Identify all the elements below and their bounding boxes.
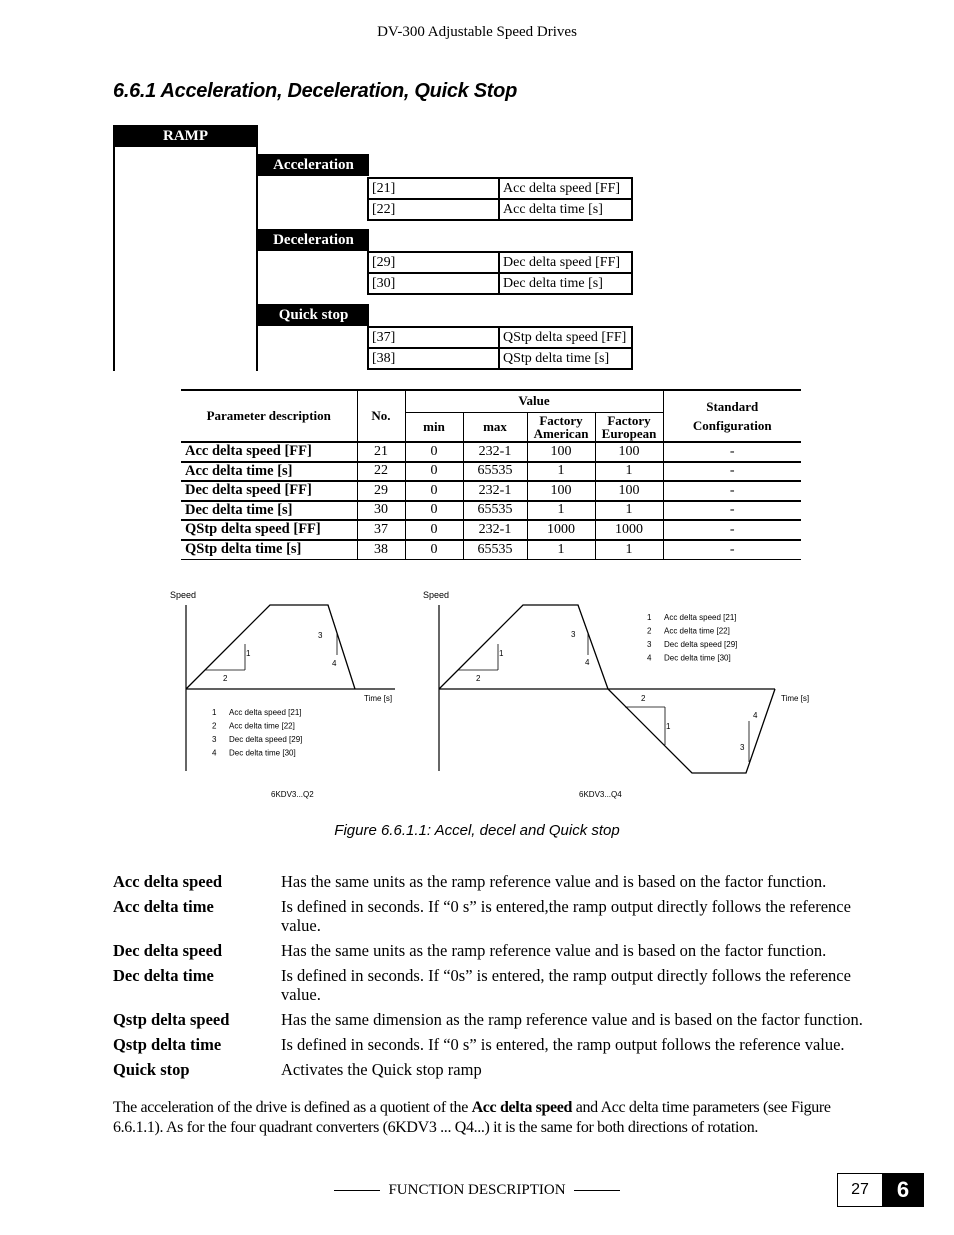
mark-3: 3 — [318, 631, 323, 640]
param-name: QStp delta time [s] — [499, 348, 632, 369]
table-cell-desc: Dec delta speed [FF] — [181, 481, 357, 501]
legend-text: Acc delta time [22] — [664, 626, 730, 636]
legend-text: Dec delta time [30] — [664, 653, 731, 663]
mark-4: 4 — [585, 658, 590, 667]
definition-description: Has the same units as the ramp reference value and is based on the factor function. — [281, 872, 827, 891]
body-paragraph — [113, 1098, 873, 1138]
table-cell-min: 0 — [405, 442, 463, 462]
legend-number: 1 — [212, 708, 217, 717]
table-cell-no: 30 — [357, 501, 405, 521]
table-row — [181, 481, 801, 501]
legend-number: 2 — [212, 721, 217, 731]
speed-time-diagrams — [165, 585, 825, 805]
deceleration-param-table — [367, 251, 633, 295]
definition-term: Acc delta time — [113, 897, 214, 916]
right-x-label: Time [s] — [781, 694, 810, 703]
legend-number: 2 — [647, 626, 652, 636]
mark-2: 2 — [476, 674, 481, 683]
definition-term: Qstp delta time — [113, 1035, 222, 1054]
table-cell-eu: 100 — [595, 481, 663, 501]
footer-rule-right — [574, 1190, 620, 1191]
table-cell-no: 22 — [357, 462, 405, 482]
parameter-table — [181, 389, 801, 560]
table-cell-am: 1 — [527, 501, 595, 521]
figure-caption: Figure 6.6.1.1: Accel, decel and Quick stop — [334, 822, 620, 839]
table-row — [181, 520, 801, 540]
definition-term: Quick stop — [113, 1060, 190, 1079]
definition-row — [113, 872, 883, 891]
table-cell-desc: QStp delta speed [FF] — [181, 520, 357, 540]
legend-text: Acc delta speed [21] — [229, 708, 302, 717]
definition-term: Dec delta time — [113, 966, 214, 985]
table-cell-min: 0 — [405, 462, 463, 482]
table-cell-desc: QStp delta time [s] — [181, 540, 357, 560]
menu-root-ramp: RAMP — [113, 125, 258, 147]
table-cell-no: 29 — [357, 481, 405, 501]
page-number: 27 — [837, 1173, 883, 1207]
table-cell-desc: Acc delta speed [FF] — [181, 442, 357, 462]
table-cell-no: 38 — [357, 540, 405, 560]
table-cell-max: 232-1 — [463, 481, 527, 501]
table-cell-am: 100 — [527, 442, 595, 462]
param-row — [368, 273, 632, 294]
table-cell-min: 0 — [405, 481, 463, 501]
menu-group-line — [256, 147, 258, 371]
table-cell-no: 21 — [357, 442, 405, 462]
param-row — [368, 348, 632, 369]
table-cell-max: 232-1 — [463, 520, 527, 540]
left-y-label: Speed — [170, 590, 197, 600]
left-speed-profile — [186, 605, 355, 689]
header-text: Standard — [706, 399, 759, 414]
header-text: European — [601, 425, 657, 441]
header-factory-european — [595, 412, 663, 442]
param-row — [368, 252, 632, 273]
param-name: Acc delta speed [FF] — [499, 178, 632, 199]
param-number: [38] — [368, 348, 499, 369]
right-code: 6KDV3...Q4 — [579, 790, 622, 799]
section-title: 6.6.1 Acceleration, Deceleration, Quick Stop — [113, 80, 517, 102]
mark-1: 1 — [666, 722, 671, 731]
param-name: QStp delta speed [FF] — [499, 327, 632, 348]
table-cell-std: - — [663, 442, 801, 462]
table-cell-min: 0 — [405, 501, 463, 521]
mark-2: 2 — [223, 674, 228, 683]
table-row — [181, 540, 801, 560]
table-cell-no: 37 — [357, 520, 405, 540]
definition-row — [113, 1060, 883, 1079]
table-cell-std: - — [663, 462, 801, 482]
table-row — [181, 501, 801, 521]
table-cell-eu: 1000 — [595, 520, 663, 540]
definition-term: Qstp delta speed — [113, 1010, 230, 1029]
definition-description: Activates the Quick stop ramp — [281, 1060, 482, 1079]
paragraph-bold-term: Acc delta speed — [471, 1099, 573, 1116]
table-cell-am: 1 — [527, 540, 595, 560]
definitions-list — [113, 872, 883, 1085]
table-cell-std: - — [663, 540, 801, 560]
definition-row — [113, 897, 883, 935]
table-cell-max: 65535 — [463, 462, 527, 482]
menu-group-quick-stop: Quick stop — [258, 304, 369, 326]
definition-description: Has the same units as the ramp reference value and is based on the factor function. — [281, 941, 827, 960]
running-footer — [0, 1182, 954, 1199]
table-cell-eu: 1 — [595, 540, 663, 560]
legend-text: Dec delta speed [29] — [229, 735, 303, 744]
table-cell-std: - — [663, 501, 801, 521]
paragraph-text: The acceleration of the drive is defined as a quotient of the — [113, 1099, 472, 1116]
header-min: min — [405, 412, 463, 442]
definition-description: Is defined in seconds. If “0 s” is entered,the ramp output directly follows the reference value. — [281, 897, 851, 935]
header-max: max — [463, 412, 527, 442]
table-cell-desc: Dec delta time [s] — [181, 501, 357, 521]
left-x-label: Time [s] — [364, 694, 393, 703]
header-standard-configuration — [663, 390, 801, 442]
mark-4: 4 — [753, 711, 758, 720]
chapter-tab: 6 — [882, 1173, 924, 1207]
table-row — [181, 442, 801, 462]
left-legend — [212, 708, 302, 758]
header-value: Value — [405, 390, 663, 412]
definition-row — [113, 941, 883, 960]
menu-group-deceleration: Deceleration — [258, 229, 369, 251]
mark-1: 1 — [499, 649, 504, 658]
param-name: Dec delta speed [FF] — [499, 252, 632, 273]
param-row — [368, 199, 632, 220]
chart-q2 — [170, 590, 395, 799]
definition-row — [113, 966, 883, 1004]
acceleration-param-table — [367, 177, 633, 221]
definition-term: Dec delta speed — [113, 941, 223, 960]
table-cell-am: 1 — [527, 462, 595, 482]
header-text: Factory — [607, 412, 651, 428]
table-cell-max: 65535 — [463, 501, 527, 521]
legend-text: Acc delta time [22] — [229, 721, 295, 731]
param-number: [22] — [368, 199, 499, 220]
legend-number: 4 — [212, 748, 217, 758]
definition-description: Is defined in seconds. If “0 s” is entered, the ramp output follows the reference value. — [281, 1035, 845, 1054]
mark-3: 3 — [740, 743, 745, 752]
header-factory-american — [527, 412, 595, 442]
mark-1: 1 — [246, 649, 251, 658]
right-y-label: Speed — [423, 590, 450, 600]
footer-rule-left — [334, 1190, 380, 1191]
param-row — [368, 327, 632, 348]
param-name: Acc delta time [s] — [499, 199, 632, 220]
header-text: Configuration — [692, 418, 772, 433]
menu-root-line — [113, 147, 115, 371]
header-parameter-description: Parameter description — [181, 390, 357, 442]
param-number: [29] — [368, 252, 499, 273]
right-legend — [647, 613, 737, 663]
param-name: Dec delta time [s] — [499, 273, 632, 294]
definition-row — [113, 1035, 883, 1054]
header-text: American — [533, 425, 589, 441]
mark-3: 3 — [571, 630, 576, 639]
legend-text: Acc delta speed [21] — [664, 613, 737, 622]
mark-2: 2 — [641, 694, 646, 703]
mark-4: 4 — [332, 659, 337, 668]
table-cell-am: 100 — [527, 481, 595, 501]
table-row — [181, 462, 801, 482]
table-cell-desc: Acc delta time [s] — [181, 462, 357, 482]
table-cell-min: 0 — [405, 540, 463, 560]
table-cell-std: - — [663, 481, 801, 501]
param-number: [37] — [368, 327, 499, 348]
running-header: DV-300 Adjustable Speed Drives — [377, 24, 577, 40]
legend-text: Dec delta time [30] — [229, 748, 296, 758]
table-cell-max: 65535 — [463, 540, 527, 560]
legend-number: 3 — [647, 640, 652, 649]
menu-group-acceleration: Acceleration — [258, 154, 369, 176]
paragraph-text: and Acc delta time parameters (see Figure 6.6.1.1). As for the four quadrant converters (6KDV3 ... Q4...) it is the same for both directions of rotation. — [113, 1099, 831, 1136]
legend-text: Dec delta speed [29] — [664, 640, 738, 649]
table-cell-eu: 1 — [595, 462, 663, 482]
chart-q4 — [423, 590, 809, 799]
header-no: No. — [357, 390, 405, 442]
quick-stop-param-table — [367, 326, 633, 370]
param-number: [21] — [368, 178, 499, 199]
definition-term: Acc delta speed — [113, 872, 223, 891]
legend-number: 1 — [647, 613, 652, 622]
legend-number: 3 — [212, 735, 217, 744]
param-number: [30] — [368, 273, 499, 294]
table-cell-eu: 1 — [595, 501, 663, 521]
param-row — [368, 178, 632, 199]
table-cell-eu: 100 — [595, 442, 663, 462]
table-cell-min: 0 — [405, 520, 463, 540]
definition-description: Has the same dimension as the ramp reference value and is based on the factor function. — [281, 1010, 863, 1029]
left-code: 6KDV3...Q2 — [271, 790, 314, 799]
legend-number: 4 — [647, 653, 652, 663]
definition-row — [113, 1010, 883, 1029]
footer-label: FUNCTION DESCRIPTION — [388, 1182, 566, 1198]
header-text: Factory — [539, 412, 583, 428]
table-cell-std: - — [663, 520, 801, 540]
table-cell-am: 1000 — [527, 520, 595, 540]
definition-description: Is defined in seconds. If “0s” is entered, the ramp output directly follows the reference value. — [281, 966, 851, 1004]
table-cell-max: 232-1 — [463, 442, 527, 462]
